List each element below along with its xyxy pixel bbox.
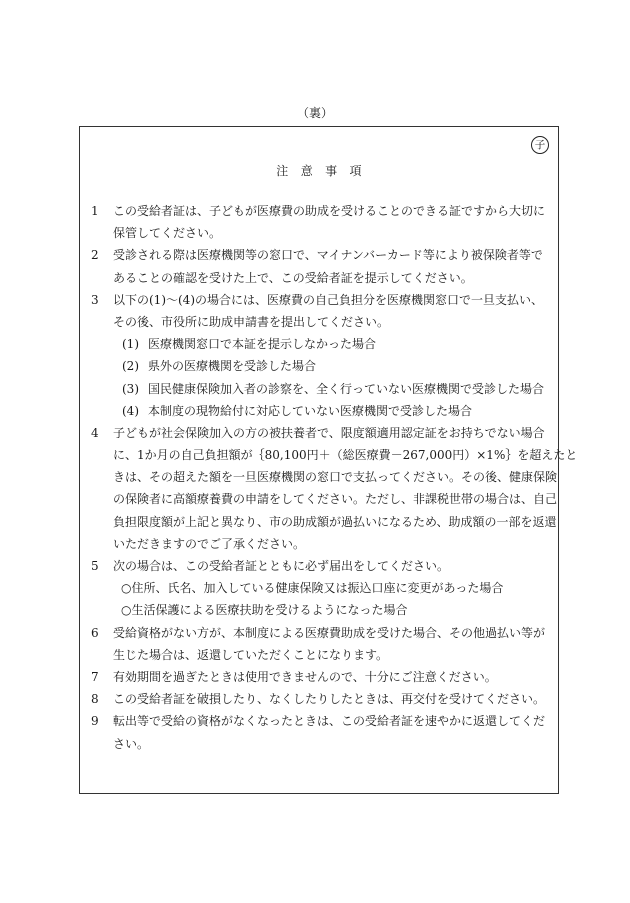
notice-text: 県外の医療機関を受診した場合	[148, 359, 317, 374]
notice-text: ○生活保護による医療扶助を受けるようになった場合	[121, 603, 408, 618]
notice-line	[91, 444, 578, 466]
notice-text: この受給者証を破損したり、なくしたりしたときは、再交付を受けてください。	[113, 692, 546, 707]
notice-text: 受給資格がない方が、本制度による医療費助成を受けた場合、その他過払い等が	[113, 625, 546, 640]
notice-text: 受診される際は医療機関等の窓口で、マイナンバーカード等により被保険者等で	[113, 248, 543, 263]
notice-line	[91, 422, 549, 444]
item-number: 6	[91, 625, 99, 640]
notice-text: 子どもが社会保険加入の方の被扶養者で、限度額適用認定証をお持ちでない場合	[113, 425, 545, 440]
notice-text: 保管してください。	[113, 226, 222, 241]
notice-line	[91, 289, 549, 311]
notice-text: きは、その超えた額を一旦医療機関の窓口で支払ってください。その後、健康保険	[113, 470, 558, 485]
notice-text: 転出等で受給の資格がなくなったときは、この受給者証を速やかに返還してくだ	[113, 714, 546, 729]
notice-line	[91, 222, 549, 244]
notice-text: この受給者証は、子どもが医療費の助成を受けることのできる証ですから大切に	[113, 204, 546, 218]
item-number: 9	[91, 714, 99, 729]
notice-line	[91, 688, 549, 710]
notice-text: 負担限度額が上記と異なり、市の助成額が過払いになるため、助成額の一部を返還	[113, 514, 557, 529]
notice-text: 有効期間を過ぎたときは使用できませんので、十分にご注意ください。	[113, 669, 497, 684]
notice-text: 医療機関窓口で本証を提示しなかった場合	[148, 337, 377, 352]
notice-line	[91, 267, 549, 289]
notice-text: 次の場合は、この受給者証とともに必ず届出をしてください。	[113, 559, 450, 573]
notice-text: いただきますのでご了承ください。	[113, 536, 306, 551]
notice-text: に、1か月の自己負担額が｛80,100円＋（総医療費－267,000円）×1%｝を超えたと	[113, 448, 578, 463]
notice-line	[91, 311, 549, 333]
page-title: 注 意 事 項	[276, 164, 362, 178]
notice-text: 本制度の現物給付に対応していない医療機関で受診した場合	[148, 403, 473, 418]
notice-line	[91, 244, 549, 266]
notice-line	[91, 355, 549, 377]
notice-line	[91, 488, 558, 510]
item-number: 8	[91, 692, 99, 707]
page-side-label: （裏）	[296, 106, 333, 120]
item-number: 7	[91, 669, 99, 684]
notice-line	[91, 710, 549, 732]
notice-line	[91, 378, 549, 400]
item-number: 4	[91, 425, 99, 440]
notice-text: 以下の(1)～(4)の場合には、医療費の自己負担分を医療機関窓口で一旦支払い、	[113, 292, 543, 307]
notice-text: の保険者に高額療養費の申請をしてください。ただし、非課税世帯の場合は、自己	[113, 492, 558, 507]
notice-list	[91, 200, 578, 755]
notice-line	[91, 200, 549, 222]
sub-item-number: (1)	[122, 337, 139, 352]
notice-line	[91, 555, 549, 577]
notice-line	[91, 577, 549, 599]
item-number: 5	[91, 559, 99, 573]
notice-line	[91, 333, 549, 355]
notice-line	[91, 622, 549, 644]
notice-text: その後、市役所に助成申請書を提出してください。	[113, 314, 390, 329]
notice-line	[91, 733, 549, 755]
item-number: 3	[91, 292, 99, 307]
notice-text: あることの確認を受けた上で、この受給者証を提示してください。	[113, 270, 473, 285]
notice-text: 生じた場合は、返還していただくことになります。	[113, 647, 389, 662]
notice-line	[91, 533, 549, 555]
child-circle-mark: 子	[531, 136, 549, 154]
notice-text: ○住所、氏名、加入している健康保険又は振込口座に変更があった場合	[121, 581, 504, 596]
sub-item-number: (2)	[122, 359, 139, 374]
sub-item-number: (4)	[122, 403, 139, 418]
notice-line	[91, 511, 557, 533]
sub-item-number: (3)	[122, 381, 139, 396]
notice-line	[91, 644, 549, 666]
notice-line	[91, 400, 549, 422]
notice-line	[91, 466, 558, 488]
notice-line	[91, 666, 549, 688]
item-number: 2	[91, 248, 99, 263]
notice-text: 国民健康保険加入者の診察を、全く行っていない医療機関で受診した場合	[148, 381, 545, 396]
notice-line	[91, 599, 549, 621]
item-number: 1	[91, 204, 99, 218]
notice-frame	[79, 126, 578, 794]
notice-text: さい。	[113, 736, 150, 751]
